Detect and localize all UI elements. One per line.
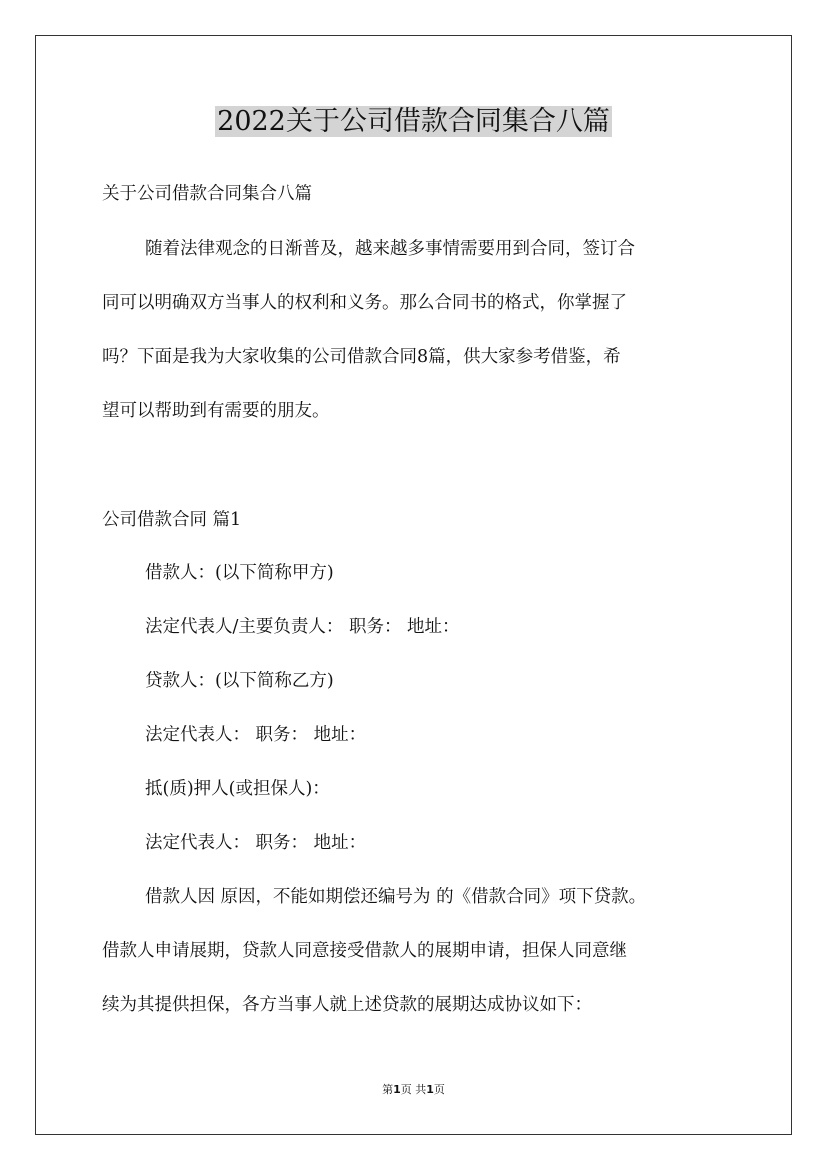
guarantor-line: 抵(质)押人(或担保人)： [145, 779, 330, 799]
document-title-text: 2022关于公司借款合同集合八篇 [217, 106, 610, 137]
intro-line-2: 同可以明确双方当事人的权利和义务。那么合同书的格式，你掌握了 [102, 293, 627, 313]
document-title [0, 102, 827, 142]
footer-prefix: 第 [382, 1083, 394, 1096]
footer-suffix: 页 [433, 1083, 445, 1096]
intro-line-4: 望可以帮助到有需要的朋友。 [102, 401, 330, 421]
page-footer [0, 1082, 827, 1098]
body-line-2: 借款人申请展期，贷款人同意接受借款人的展期申请，担保人同意继 [102, 941, 627, 961]
body-line-1: 借款人因 原因，不能如期偿还编号为 的《借款合同》项下贷款。 [145, 887, 647, 907]
borrower-line: 借款人：(以下简称甲方) [145, 563, 334, 583]
section-heading: 公司借款合同 篇1 [102, 510, 242, 530]
borrower-representative-line: 法定代表人/主要负责人： 职务： 地址： [145, 617, 460, 637]
footer-page-number: 1 [393, 1083, 401, 1096]
intro-line-3: 吗？下面是我为大家收集的公司借款合同8篇，供大家参考借鉴，希 [102, 347, 621, 367]
lender-representative-line: 法定代表人： 职务： 地址： [145, 725, 367, 745]
guarantor-representative-line: 法定代表人： 职务： 地址： [145, 833, 367, 853]
footer-total-pages: 1 [426, 1083, 434, 1096]
document-subtitle: 关于公司借款合同集合八篇 [102, 184, 312, 204]
body-line-3: 续为其提供担保，各方当事人就上述贷款的展期达成协议如下： [102, 995, 592, 1015]
lender-line: 贷款人：(以下简称乙方) [145, 671, 334, 691]
footer-middle: 页 共 [400, 1083, 427, 1096]
intro-line-1: 随着法律观念的日渐普及，越来越多事情需要用到合同，签订合 [145, 239, 635, 259]
